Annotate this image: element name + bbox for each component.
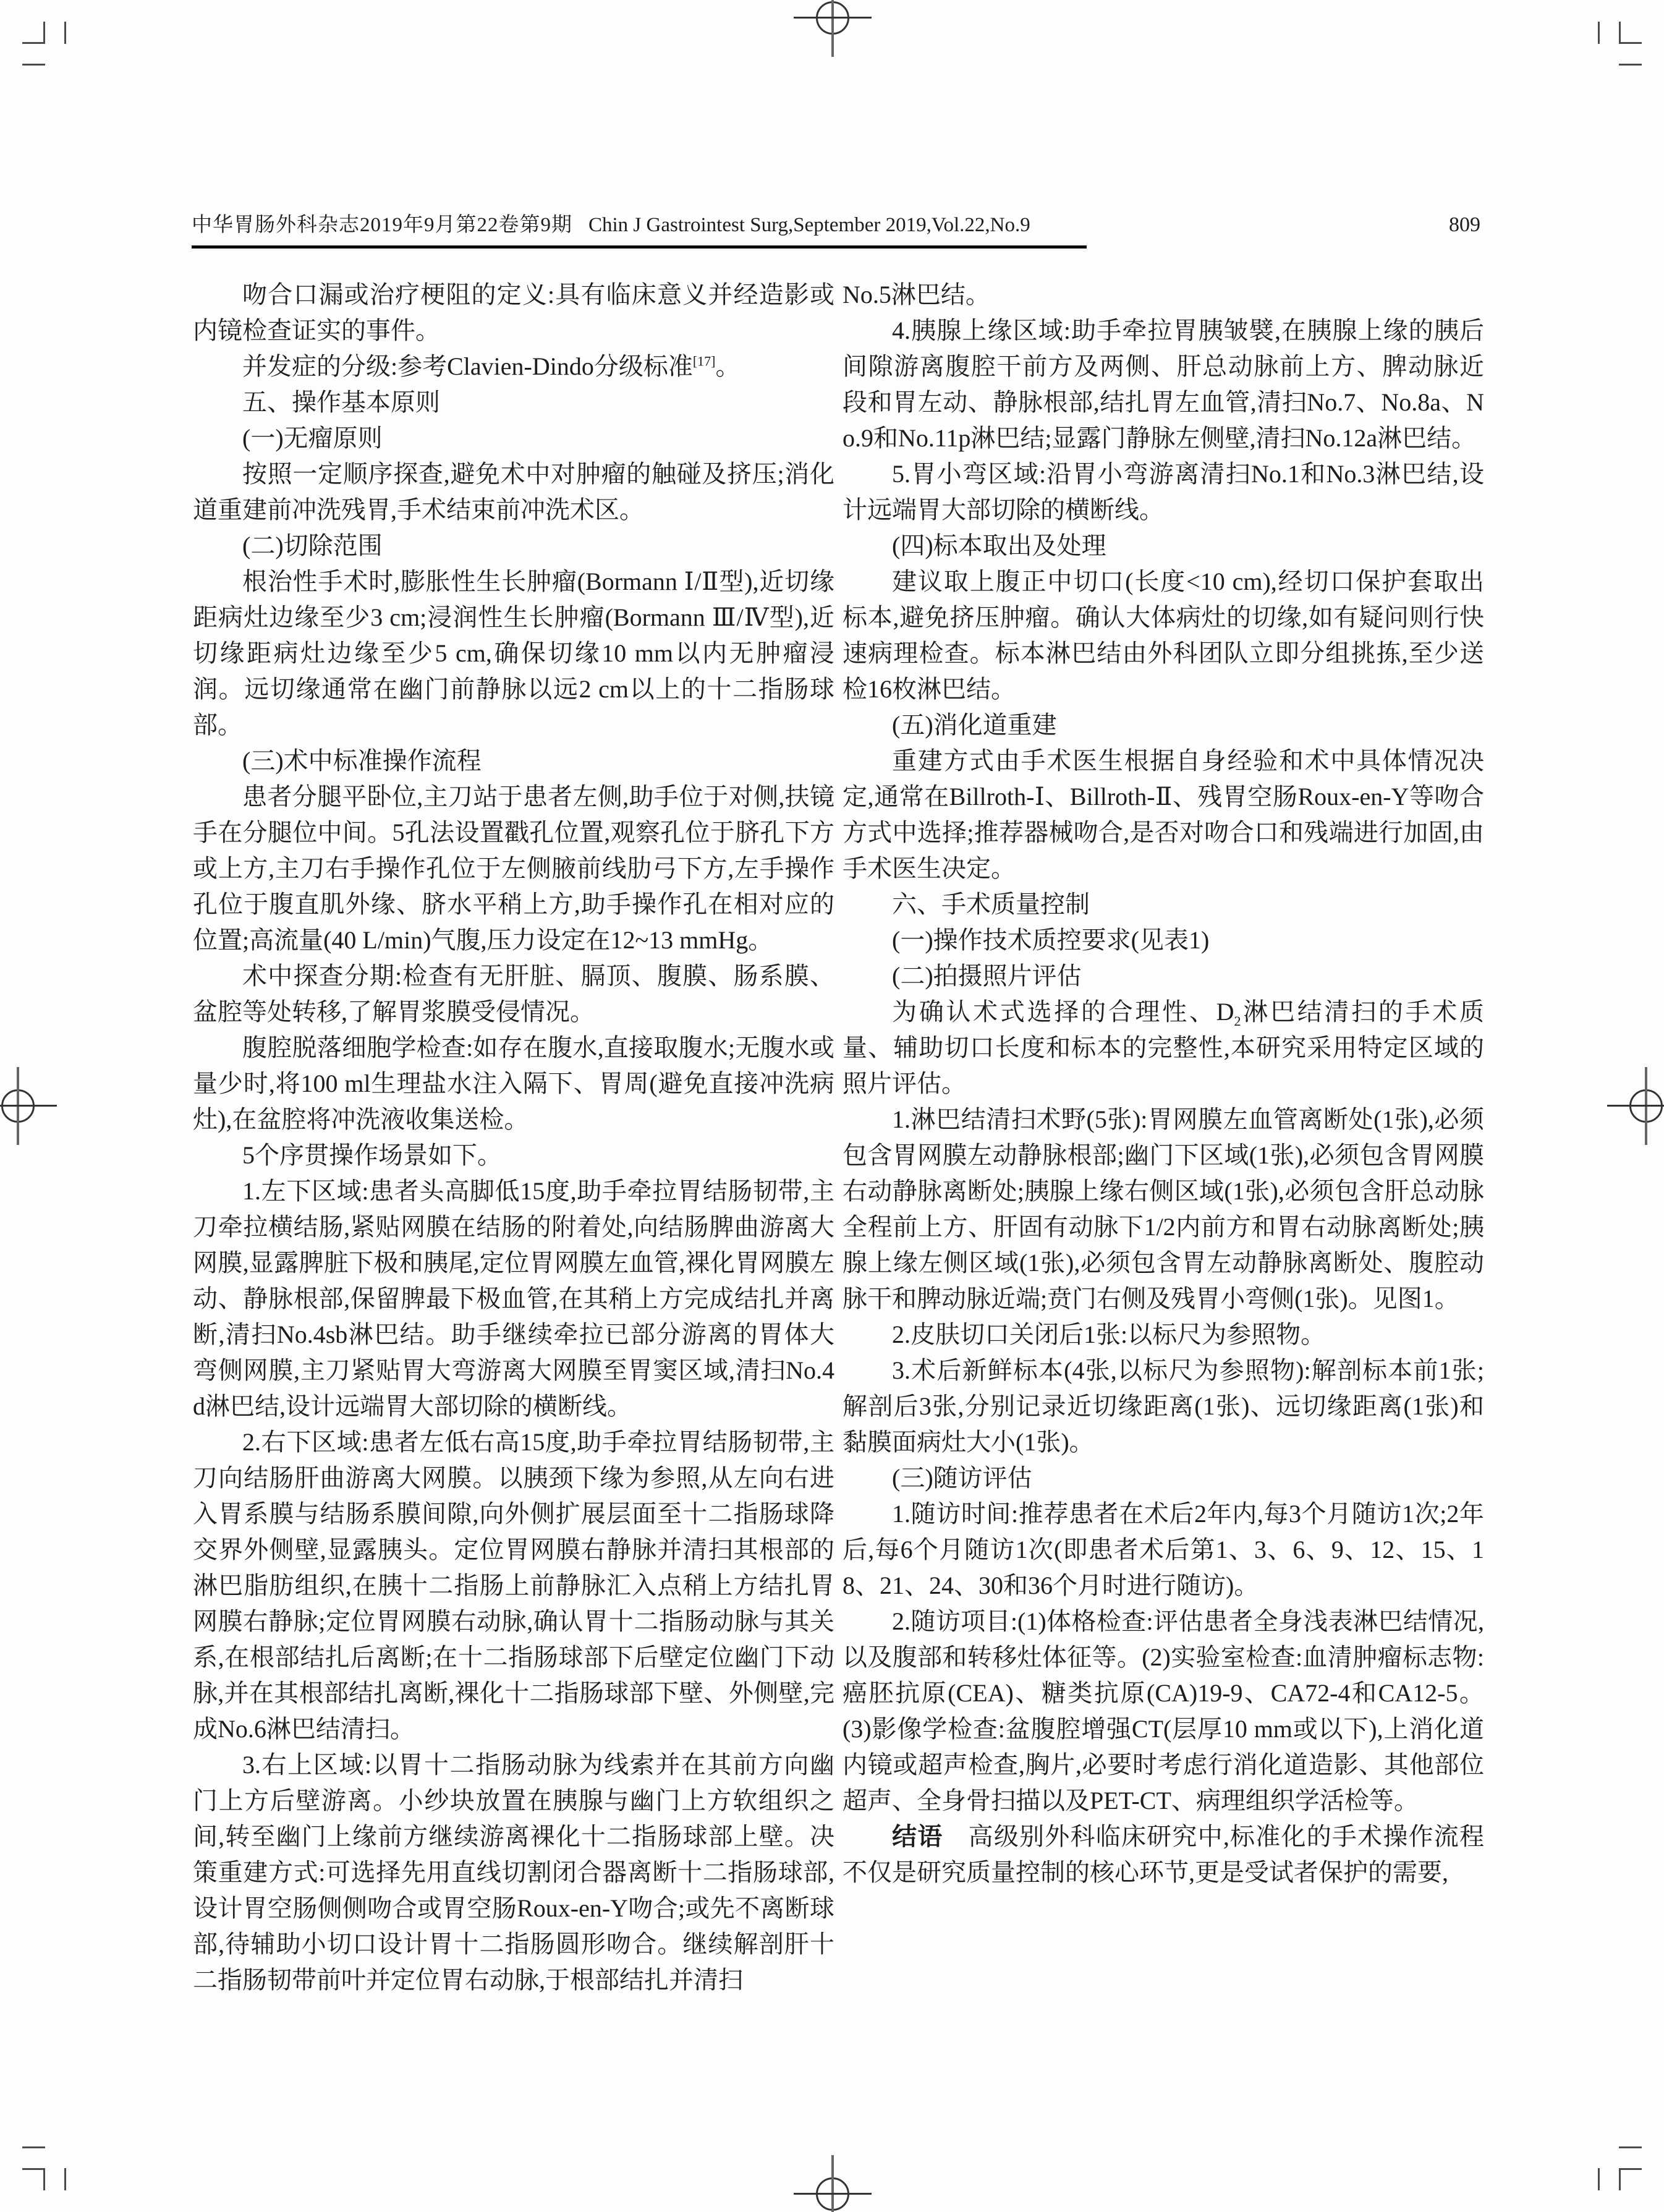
text-run: (二)拍摄照片评估 (892, 962, 1082, 990)
paragraph (843, 528, 1484, 564)
text-run: 吻合口漏或治疗梗阻的定义:具有临床意义并经造影或内镜检查证实的事件。 (193, 281, 834, 344)
text-run: 1.随访时间:推荐患者在术后2年内,每3个月随访1次;2年后,每6个月随访1次(即患者术后第1、3、6、9、12、15、18、21、24、30和36个月时进行随访)。 (843, 1500, 1484, 1599)
paragraph (193, 1138, 834, 1173)
paragraph (193, 1747, 834, 1998)
paragraph (843, 994, 1484, 1102)
text-run: 结语 (892, 1823, 943, 1850)
header-rule (192, 245, 1087, 249)
text-run: [17] (692, 353, 716, 369)
text-run: (三)随访评估 (892, 1464, 1032, 1492)
left-column (193, 277, 834, 1998)
text-run: 术中探查分期:检查有无肝脏、膈顶、腹膜、肠系膜、盆腔等处转移,了解胃浆膜受侵情况。 (193, 962, 834, 1026)
paragraph (193, 528, 834, 564)
paragraph (843, 1317, 1484, 1353)
paragraph (193, 1173, 834, 1424)
text-run: 2.皮肤切口关闭后1张:以标尺为参照物。 (892, 1321, 1326, 1348)
paragraph (843, 707, 1484, 743)
text-run: 六、手术质量控制 (892, 890, 1090, 918)
crop-mark (1619, 2146, 1642, 2148)
text-run: 4.胰腺上缘区域:助手牵拉胃胰皱襞,在胰腺上缘的胰后间隙游离腹腔干前方及两侧、肝总动脉前上方、脾动脉近段和胃左动、静脉根部,结扎胃左血管,清扫No.7、No.8a、No.9和No.11p淋巴结;显露门静脉左侧壁,清扫No.12a淋巴结。 (843, 317, 1484, 452)
text-run: (四)标本取出及处理 (892, 532, 1106, 559)
paragraph (193, 779, 834, 958)
text-run: 五、操作基本原则 (242, 388, 440, 416)
text-run: 建议取上腹正中切口(长度<10 cm),经切口保护套取出标本,避免挤压肿瘤。确认大体病灶的切缘,如有疑问则行快速病理检查。标本淋巴结由外科团队立即分组挑拣,至少送检16枚淋巴结。 (843, 568, 1484, 703)
text-run: 腹腔脱落细胞学检查:如存在腹水,直接取腹水;无腹水或量少时,将100 ml生理盐水注入隔下、胃周(避免直接冲洗病灶),在盆腔将冲洗液收集送检。 (193, 1034, 834, 1133)
journal-title-cn: 中华胃肠外科杂志2019年9月第22卷第9期 (192, 214, 572, 236)
text-run: 淋巴结清扫的手术质量、辅助切口长度和标本的完整性,本研究采用特定区域的照片评估。 (843, 998, 1485, 1097)
text-run: 5个序贯操作场景如下。 (242, 1141, 502, 1169)
text-run: 高级别外科临床研究中,标准化的手术操作流程不仅是研究质量控制的核心环节,更是受试者保护的需要, (843, 1823, 1485, 1886)
text-run: 患者分腿平卧位,主刀站于患者左侧,助手位于对侧,扶镜手在分腿位中间。5孔法设置戳孔位置,观察孔位于脐孔下方或上方,主刀右手操作孔位于左侧腋前线肋弓下方,左手操作孔位于腹直肌外缘、脐水平稍上方,助手操作孔在相对应的位置;高流量(40 L/min)气腹,压力设定在12~13 mmHg。 (193, 783, 834, 954)
registration-mark-bottom (816, 2177, 849, 2211)
paragraph (843, 564, 1484, 707)
registration-mark-top (816, 1, 849, 35)
paragraph (843, 958, 1484, 994)
paragraph (843, 313, 1484, 456)
crop-mark (64, 2168, 66, 2190)
page-number: 809 (1449, 213, 1480, 236)
crop-mark (22, 42, 45, 44)
paragraph (193, 277, 834, 349)
text-run: 根治性手术时,膨胀性生长肿瘤(Bormann Ⅰ/Ⅱ型),近切缘距病灶边缘至少3 cm;浸润性生长肿瘤(Bormann Ⅲ/Ⅳ型),近切缘距病灶边缘至少5 cm,确保切缘10 mm以内无肿瘤浸润。远切缘通常在幽门前静脉以远2 cm以上的十二指肠球部。 (193, 568, 834, 739)
paragraph (193, 420, 834, 456)
text-run: 2.随访项目:(1)体格检查:评估患者全身浅表淋巴结情况,以及腹部和转移灶体征等。(2)实验室检查:血清肿瘤标志物:癌胚抗原(CEA)、糖类抗原(CA)19-9、CA72-4和CA12-5。(3)影像学检查:盆腹腔增强CT(层厚10 mm或以下),上消化道内镜或超声检查,胸片,必要时考虑行消化道造影、其他部位超声、全身骨扫描以及PET-CT、病理组织学活检等。 (843, 1607, 1484, 1814)
text-run: (三)术中标准操作流程 (242, 747, 482, 775)
crop-mark (64, 22, 66, 44)
text-run: 。 (715, 352, 741, 380)
text-run: 3.术后新鲜标本(4张,以标尺为参照物):解剖标本前1张;解剖后3张,分别记录近切缘距离(1张)、远切缘距离(1张)和黏膜面病灶大小(1张)。 (843, 1356, 1484, 1456)
paragraph (843, 1353, 1484, 1460)
text-run: 重建方式由手术医生根据自身经验和术中具体情况决定,通常在Billroth-Ⅰ、Billroth-Ⅱ、残胃空肠Roux-en-Y等吻合方式中选择;推荐器械吻合,是否对吻合口和残端进行加固,由手术医生决定。 (843, 747, 1484, 882)
text-run: 按照一定顺序探查,避免术中对肿瘤的触碰及挤压;消化道重建前冲洗残胃,手术结束前冲洗术区。 (193, 460, 834, 524)
crop-mark (22, 2146, 45, 2148)
text-run: 1.左下区域:患者头高脚低15度,助手牵拉胃结肠韧带,主刀牵拉横结肠,紧贴网膜在结肠的附着处,向结肠脾曲游离大网膜,显露脾脏下极和胰尾,定位胃网膜左血管,裸化胃网膜左动、静脉根部,保留脾最下极血管,在其稍上方完成结扎并离断,清扫No.4sb淋巴结。助手继续牵拉已部分游离的胃体大弯侧网膜,主刀紧贴胃大弯游离大网膜至胃窦区域,清扫No.4d淋巴结,设计远端胃大部切除的横断线。 (193, 1177, 834, 1420)
text-run: (五)消化道重建 (892, 711, 1057, 739)
paragraph (843, 922, 1484, 958)
text-run: 3.右上区域:以胃十二指肠动脉为线索并在其前方向幽门上方后壁游离。小纱块放置在胰腺与幽门上方软组织之间,转至幽门上缘前方继续游离裸化十二指肠球部上壁。决策重建方式:可选择先用直线切割闭合器离断十二指肠球部,设计胃空肠侧侧吻合或胃空肠Roux-en-Y吻合;或先不离断球部,待辅助小切口设计胃十二指肠圆形吻合。继续解剖肝十二指肠韧带前叶并定位胃右动脉,于根部结扎并清扫 (193, 1751, 834, 1994)
crop-mark (1619, 42, 1642, 44)
paragraph (193, 349, 834, 385)
paragraph (843, 456, 1484, 528)
crop-mark (22, 2168, 45, 2170)
paragraph (193, 743, 834, 779)
paragraph (843, 743, 1484, 887)
crop-mark (1619, 64, 1642, 66)
paragraph (193, 385, 834, 420)
paragraph (843, 887, 1484, 922)
paragraph (193, 456, 834, 528)
text-run: 2 (1234, 1013, 1241, 1029)
crop-mark (43, 22, 45, 44)
running-head (192, 213, 1481, 237)
crop-mark (1619, 2168, 1621, 2190)
text-run: (一)无瘤原则 (242, 424, 383, 452)
text-run: (二)切除范围 (242, 532, 383, 559)
text-run: 1.淋巴结清扫术野(5张):胃网膜左血管离断处(1张),必须包含胃网膜左动静脉根部;幽门下区域(1张),必须包含胃网膜右动静脉离断处;胰腺上缘右侧区域(1张),必须包含肝总动脉全程前上方、肝固有动脉下1/2内前方和胃右动脉离断处;胰腺上缘左侧区域(1张),必须包含胃左动静脉离断处、腹腔动脉干和脾动脉近端;贲门右侧及残胃小弯侧(1张)。见图1。 (843, 1105, 1484, 1312)
text-run: 5.胃小弯区域:沿胃小弯游离清扫No.1和No.3淋巴结,设计远端胃大部切除的横断线。 (843, 460, 1484, 524)
registration-mark-left (1, 1089, 35, 1123)
paragraph (193, 1424, 834, 1747)
crop-mark (1598, 2168, 1600, 2190)
right-column (843, 277, 1484, 1891)
crop-mark (1619, 2168, 1642, 2170)
paragraph (843, 1819, 1484, 1891)
paragraph (193, 1030, 834, 1138)
paragraph (843, 1496, 1484, 1604)
text-run: No.5淋巴结。 (843, 281, 990, 308)
paragraph (843, 1604, 1484, 1819)
text-run: 为确认术式选择的合理性、D (892, 998, 1234, 1026)
crop-mark (22, 64, 45, 66)
crop-mark (1598, 22, 1600, 44)
paragraph (843, 1460, 1484, 1496)
registration-mark-right (1629, 1089, 1663, 1123)
crop-mark (1619, 22, 1621, 44)
paragraph (843, 277, 1484, 313)
crop-mark (43, 2168, 45, 2190)
text-run: 并发症的分级:参考Clavien-Dindo分级标准 (242, 352, 693, 380)
text-run: (一)操作技术质控要求(见表1) (892, 926, 1210, 954)
journal-title-en: Chin J Gastrointest Surg,September 2019,Vol.22,No.9 (588, 214, 1030, 236)
paragraph (843, 1102, 1484, 1317)
text-run: 2.右下区域:患者左低右高15度,助手牵拉胃结肠韧带,主刀向结肠肝曲游离大网膜。以胰颈下缘为参照,从左向右进入胃系膜与结肠系膜间隙,向外侧扩展层面至十二指肠球降交界外侧壁,显露胰头。定位胃网膜右静脉并清扫其根部的淋巴脂肪组织,在胰十二指肠上前静脉汇入点稍上方结扎胃网膜右静脉;定位胃网膜右动脉,确认胃十二指肠动脉与其关系,在根部结扎后离断;在十二指肠球部下后壁定位幽门下动脉,并在其根部结扎离断,裸化十二指肠球部下壁、外侧壁,完成No.6淋巴结清扫。 (193, 1428, 834, 1743)
paragraph (193, 564, 834, 743)
paragraph (193, 958, 834, 1030)
